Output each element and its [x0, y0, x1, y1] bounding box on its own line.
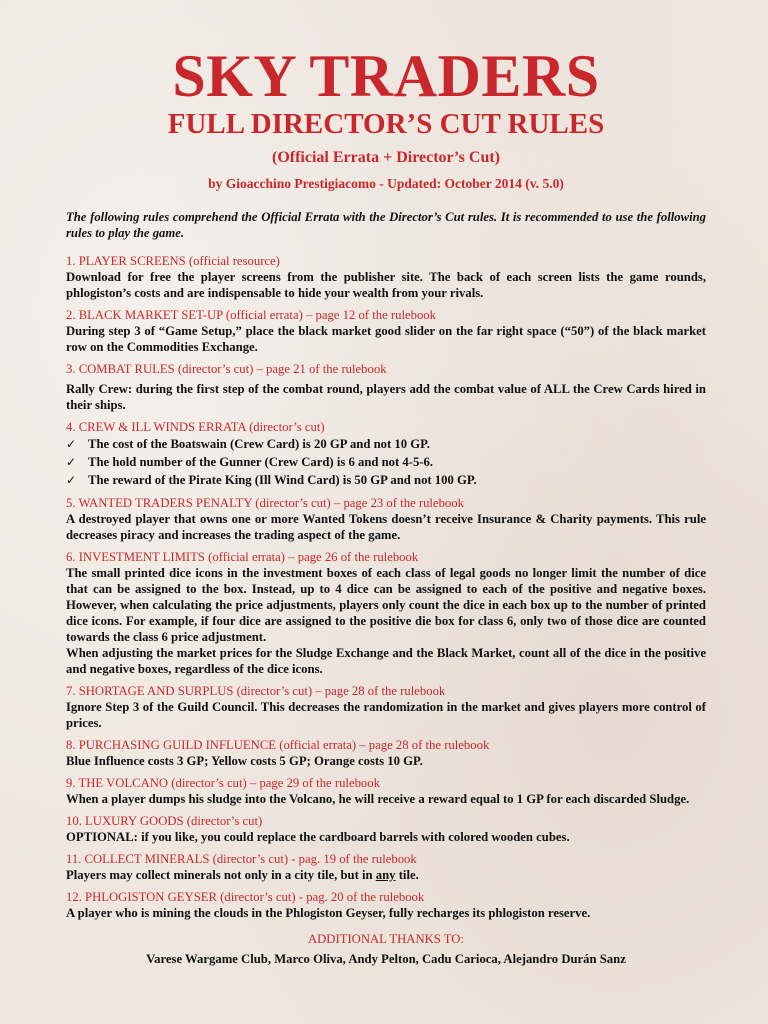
- section-black-market-setup: [66, 307, 706, 355]
- section-investment-limits: [66, 549, 706, 677]
- document-title: SKY TRADERS: [172, 43, 600, 109]
- section-body: Rally Crew: during the first step of the combat round, players add the combat value of ALL the Crew Cards hired in their ships.: [66, 382, 706, 412]
- emphasis-text: any: [375, 868, 396, 882]
- section-player-screens: [66, 253, 706, 301]
- section-body: [66, 867, 706, 883]
- section-heading: 12. PHLOGISTON GEYSER (director’s cut) - pag. 20 of the rulebook: [66, 890, 425, 904]
- section-heading: 7. SHORTAGE AND SURPLUS (director’s cut) – page 28 of the rulebook: [66, 684, 446, 698]
- section-collect-minerals: [66, 851, 706, 883]
- checklist-item-text: The cost of the Boatswain (Crew Card) is 20 GP and not 10 GP.: [88, 437, 430, 451]
- section-heading: 3. COMBAT RULES (director’s cut) – page 21 of the rulebook: [66, 362, 387, 376]
- section-body: Blue Influence costs 3 GP; Yellow costs 5 GP; Orange costs 10 GP.: [66, 754, 423, 768]
- section-body: Download for free the player screens from the publisher site. The back of each screen lists the game rounds, phlogiston’s costs and are indispensable to hide your wealth from your rivals.: [66, 270, 706, 300]
- section-heading: 11. COLLECT MINERALS (director’s cut) - pag. 19 of the rulebook: [66, 852, 417, 866]
- section-heading: 8. PURCHASING GUILD INFLUENCE (official errata) – page 28 of the rulebook: [66, 738, 490, 752]
- author-byline: by Gioacchino Prestigiacomo - Updated: October 2014 (v. 5.0): [208, 176, 564, 191]
- errata-checklist: [66, 435, 706, 489]
- section-body: Ignore Step 3 of the Guild Council. This decreases the randomization in the market and gives players more control of prices.: [66, 700, 706, 730]
- section-crew-ill-winds: [66, 419, 706, 489]
- body-text: tile.: [395, 868, 419, 882]
- section-body: OPTIONAL: if you like, you could replace the cardboard barrels with colored wooden cubes.: [66, 830, 570, 844]
- checkmark-icon: ✓: [66, 437, 77, 451]
- section-body: The small printed dice icons in the investment boxes of each class of legal goods no longer limit the number of dice that can be assigned to the box. Instead, up to 4 dice can be assigned to each of the positive and negative boxes. However, when calculating the price adjustments, players only count the dice in each box up to the number of printed dice icons. For example, if four dice are assigned to the positive die box for class 6, only two of those dice are counted towards the class 6 price adjustment.: [66, 566, 706, 644]
- section-body: When a player dumps his sludge into the Volcano, he will receive a reward equal to 1 GP for each discarded Sludge.: [66, 792, 690, 806]
- section-body: A destroyed player that owns one or more Wanted Tokens doesn’t receive Insurance & Charity payments. This rule decreases piracy and increases the trading aspect of the game.: [66, 512, 706, 542]
- section-heading: 1. PLAYER SCREENS (official resource): [66, 254, 280, 268]
- checkmark-icon: ✓: [66, 473, 77, 487]
- section-guild-influence: [66, 737, 706, 769]
- section-combat-rules: [66, 361, 706, 413]
- checklist-item: [66, 471, 706, 489]
- thanks-heading: ADDITIONAL THANKS TO:: [307, 932, 464, 946]
- section-volcano: [66, 775, 706, 807]
- checklist-item: [66, 453, 706, 471]
- checklist-item-text: The hold number of the Gunner (Crew Card) is 6 and not 4-5-6.: [88, 455, 434, 469]
- section-heading: 9. THE VOLCANO (director’s cut) – page 29 of the rulebook: [66, 776, 380, 790]
- thanks-list: Varese Wargame Club, Marco Oliva, Andy Pelton, Cadu Carioca, Alejandro Durán Sanz: [146, 952, 626, 966]
- section-body: A player who is mining the clouds in the Phlogiston Geyser, fully recharges its phlogiston reserve.: [66, 906, 591, 920]
- intro-paragraph: The following rules comprehend the Official Errata with the Director’s Cut rules. It is recommended to use the following rules to play the game.: [66, 210, 706, 240]
- body-text: Players may collect minerals not only in a city tile, but in: [66, 868, 376, 882]
- section-heading: 10. LUXURY GOODS (director’s cut): [66, 814, 263, 828]
- checkmark-icon: ✓: [66, 455, 77, 469]
- checklist-item-text: The reward of the Pirate King (Ill Wind Card) is 50 GP and not 100 GP.: [88, 473, 477, 487]
- section-luxury-goods: [66, 813, 706, 845]
- section-body-continued: When adjusting the market prices for the Sludge Exchange and the Black Market, count all of the dice in the positive and negative boxes, regardless of the dice icons.: [66, 646, 706, 676]
- document-subtitle: FULL DIRECTOR’S CUT RULES: [167, 108, 605, 140]
- section-wanted-traders: [66, 495, 706, 543]
- section-heading: 2. BLACK MARKET SET-UP (official errata) – page 12 of the rulebook: [66, 308, 436, 322]
- section-shortage-surplus: [66, 683, 706, 731]
- section-body: During step 3 of “Game Setup,” place the black market good slider on the far right space (“50”) of the black market row on the Commodities Exchange.: [66, 324, 706, 354]
- checklist-item: [66, 435, 706, 453]
- section-heading: 5. WANTED TRADERS PENALTY (director’s cut) – page 23 of the rulebook: [66, 496, 464, 510]
- errata-note: (Official Errata + Director’s Cut): [272, 149, 500, 166]
- section-heading: 6. INVESTMENT LIMITS (official errata) – page 26 of the rulebook: [66, 550, 419, 564]
- section-phlogiston-geyser: [66, 889, 706, 921]
- section-heading: 4. CREW & ILL WINDS ERRATA (director’s cut): [66, 420, 325, 434]
